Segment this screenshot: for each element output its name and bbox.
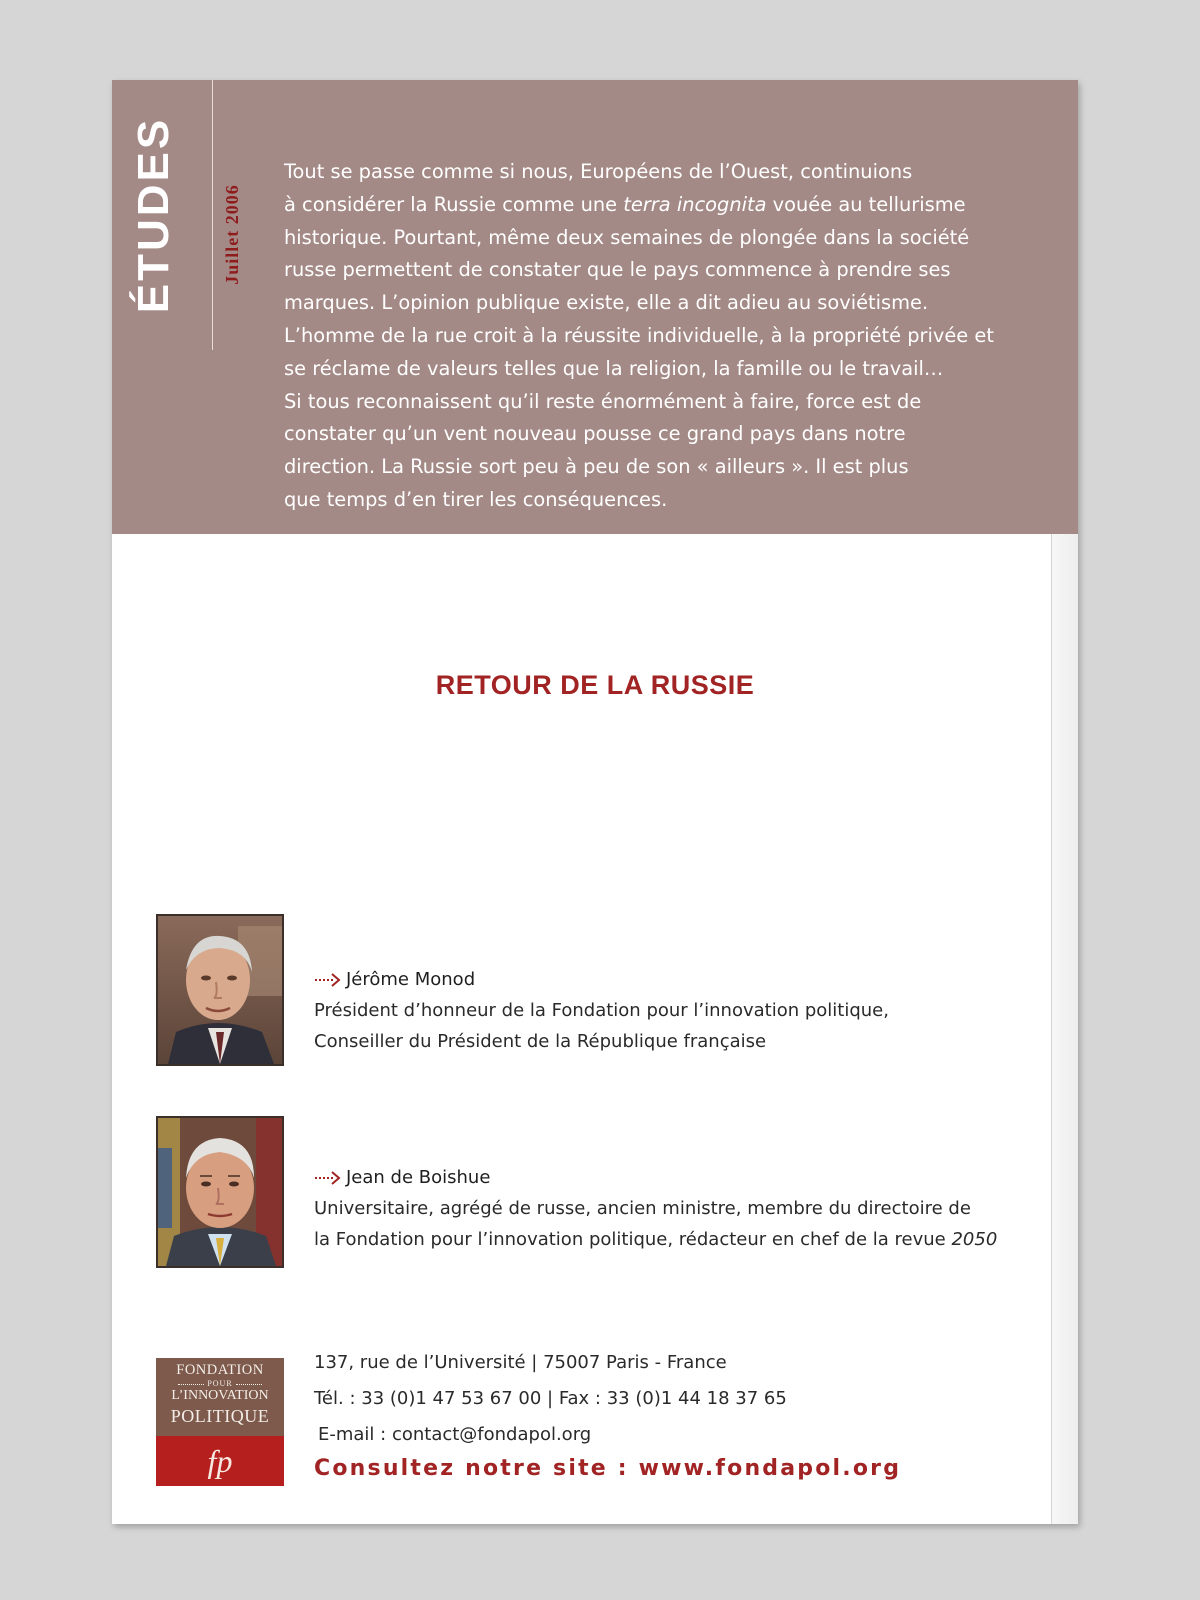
website-link[interactable]: Consultez notre site : www.fondapol.org: [314, 1456, 902, 1481]
summary-fragment: à considérer la Russie comme une: [284, 192, 618, 216]
author-role: Universitaire, agrégé de russe, ancien ministre, membre du directoire de: [314, 1198, 971, 1219]
logo-divider: [236, 1384, 262, 1385]
author-block-boishue: [314, 1162, 997, 1255]
logo-line: POLITIQUE: [170, 1406, 270, 1426]
summary-line: direction. La Russie sort peu à peu de son « ailleurs ». Il est plus: [284, 455, 909, 479]
summary-line: historique. Pourtant, même deux semaines de plongée dans la société: [284, 225, 970, 249]
series-label-wrap: [112, 80, 197, 350]
summary-line: [284, 189, 1024, 222]
summary-italic: terra incognita: [623, 192, 767, 216]
summary-line: Si tous reconnaissent qu’il reste énormément à faire, force est de: [284, 389, 922, 413]
summary-line: se réclame de valeurs telles que la religion, la famille ou le travail…: [284, 356, 944, 380]
summary-band: [112, 80, 1078, 534]
dotted-arrow-icon: [314, 971, 344, 989]
logo-line: FONDATION: [176, 1362, 264, 1378]
portrait-illustration: [158, 916, 282, 1064]
author-role-fragment: la Fondation pour l’innovation politique, rédacteur en chef de la revue: [314, 1229, 946, 1250]
date-label-wrap: [212, 154, 252, 314]
summary-fragment: vouée au tellurisme: [772, 192, 966, 216]
author-name: Jean de Boishue: [346, 1167, 491, 1188]
fondapol-logo: [156, 1358, 284, 1486]
summary-line: L’homme de la rue croit à la réussite individuelle, à la propriété privée et: [284, 323, 994, 347]
logo-line: L’INNOVATION: [171, 1388, 269, 1403]
logo-wordmark: [156, 1358, 284, 1436]
contact-phone: Tél. : 33 (0)1 47 53 67 00 | Fax : 33 (0)1 44 18 37 65: [314, 1388, 787, 1409]
author-role: [314, 1224, 997, 1255]
author-block-monod: [314, 964, 889, 1057]
summary-line: russe permettent de constater que le pays commence à prendre ses: [284, 258, 951, 282]
author-photo-monod: [156, 914, 284, 1066]
booklet-back-cover: [112, 80, 1078, 1524]
author-name-row: [314, 1162, 997, 1193]
author-photo-boishue: [156, 1116, 284, 1268]
dotted-arrow-icon: [314, 1169, 344, 1187]
contact-address: 137, rue de l’Université | 75007 Paris - France: [314, 1352, 727, 1373]
summary-line: Tout se passe comme si nous, Européens de l’Ouest, continuions: [284, 160, 913, 183]
author-role: Président d’honneur de la Fondation pour l’innovation politique,: [314, 1000, 889, 1021]
portrait-illustration: [158, 1118, 282, 1266]
contact-email[interactable]: E-mail : contact@fondapol.org: [318, 1424, 592, 1445]
author-name-row: [314, 964, 889, 995]
date-label: Juillet 2006: [221, 183, 242, 285]
logo-monogram: fp: [156, 1436, 284, 1486]
summary-line: marques. L’opinion publique existe, elle a dit adieu au soviétisme.: [284, 291, 929, 315]
summary-line: que temps d’en tirer les conséquences.: [284, 487, 668, 511]
author-name: Jérôme Monod: [346, 969, 476, 990]
journal-name: 2050: [951, 1229, 998, 1250]
author-role: Conseiller du Président de la République française: [314, 1031, 767, 1052]
summary-text: [284, 156, 1024, 517]
logo-line: POUR: [207, 1379, 233, 1388]
summary-line: constater qu’un vent nouveau pousse ce grand pays dans notre: [284, 422, 906, 446]
study-title: RETOUR DE LA RUSSIE: [435, 670, 755, 700]
series-label: ÉTUDES: [129, 116, 179, 314]
